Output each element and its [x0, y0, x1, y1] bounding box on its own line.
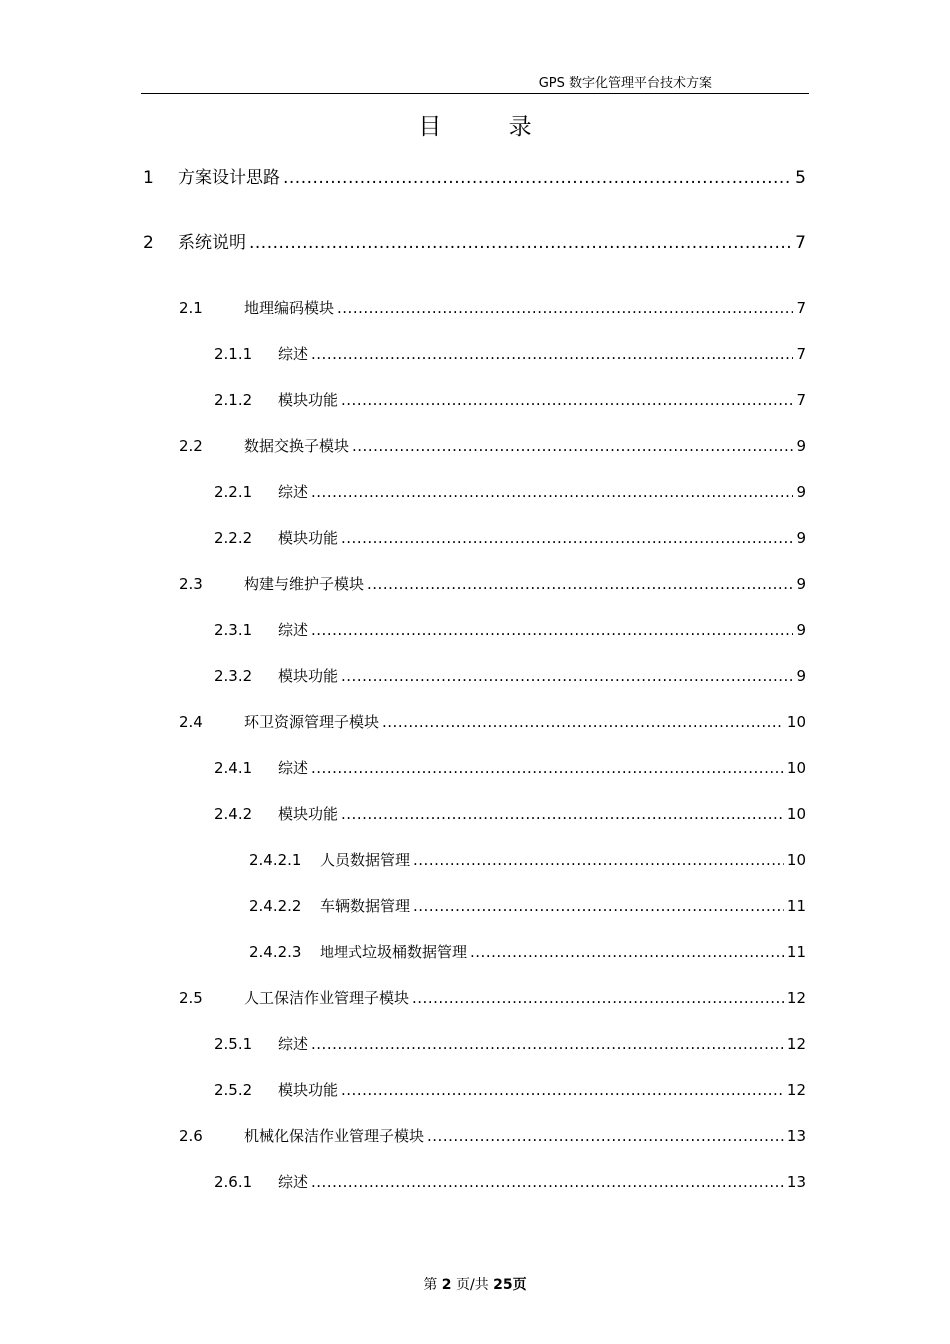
toc-entry[interactable]	[214, 481, 806, 503]
toc-entry-title-text: 综述	[278, 345, 309, 363]
toc-dot-leader	[311, 619, 793, 641]
toc-entry[interactable]	[214, 619, 806, 641]
toc-dot-leader	[470, 941, 784, 963]
toc-entry-page-number: 13	[786, 1173, 806, 1191]
toc-entry[interactable]	[214, 1033, 806, 1055]
toc-dot-leader	[412, 987, 784, 1009]
toc-dot-leader	[341, 803, 784, 825]
toc-entry-title	[178, 232, 246, 254]
toc-entry-title-prefix: 地埋式	[320, 945, 362, 961]
toc-entry-page-number: 13	[786, 1127, 806, 1145]
toc-entry-title-text: 地理编码模块	[244, 299, 335, 317]
toc-entry[interactable]	[143, 167, 806, 189]
toc-dot-leader	[311, 1033, 784, 1055]
toc-entry-number: 2.4.2.2	[249, 897, 302, 915]
toc-entry-page-number: 9	[796, 529, 806, 547]
toc-dot-leader	[341, 1079, 784, 1101]
toc-entry-number: 2.3	[179, 575, 203, 593]
toc-entry-title	[244, 435, 349, 457]
toc-entry-title-text: 人员数据管理	[320, 851, 411, 869]
toc-entry-title	[244, 297, 334, 319]
toc-entry[interactable]	[214, 665, 806, 687]
toc-entry-title	[278, 1079, 338, 1101]
toc-entry[interactable]	[179, 987, 806, 1009]
toc-entry-page-number: 10	[786, 759, 806, 777]
toc-entry[interactable]	[249, 941, 806, 964]
toc-entry-title-text: 模块功能	[278, 529, 339, 547]
toc-entry-page-number: 9	[796, 437, 806, 455]
toc-entry-page-number: 12	[786, 989, 806, 1007]
toc-entry-page-number: 5	[795, 168, 806, 188]
toc-entry-title	[278, 665, 338, 687]
toc-entry-page-number: 9	[796, 667, 806, 685]
toc-entry-title-text: 综述	[278, 483, 309, 501]
toc-entry-number: 2.4	[179, 713, 203, 731]
toc-entry-page-number: 9	[796, 575, 806, 593]
toc-entry-title	[278, 389, 338, 411]
toc-entry-page-number: 11	[786, 897, 806, 915]
toc-entry-title	[278, 1171, 308, 1193]
toc-entry[interactable]	[214, 1171, 806, 1193]
toc-entry[interactable]	[249, 895, 806, 917]
toc-entry-page-number: 9	[796, 621, 806, 639]
toc-entry[interactable]	[143, 232, 806, 254]
toc-entry-title	[320, 895, 410, 917]
toc-dot-leader	[249, 232, 792, 254]
toc-entry-title	[278, 1033, 308, 1055]
toc-entry-title	[244, 1125, 424, 1147]
toc-entry-number: 2.4.2	[214, 805, 253, 823]
toc-dot-leader	[427, 1125, 784, 1147]
toc-entry-page-number: 10	[786, 851, 806, 869]
toc-entry[interactable]	[179, 297, 806, 319]
toc-entry-title-text: 综述	[278, 621, 309, 639]
toc-dot-leader	[382, 711, 784, 733]
toc-entry-number: 2.2	[179, 437, 203, 455]
toc-entry-title	[278, 803, 338, 825]
toc-entry-number: 2.6.1	[214, 1173, 253, 1191]
toc-entry-page-number: 7	[796, 391, 806, 409]
toc-dot-leader	[367, 573, 793, 595]
toc-entry-page-number: 7	[796, 345, 806, 363]
toc-entry-title	[278, 481, 308, 503]
toc-dot-leader	[352, 435, 793, 457]
toc-entry-title-text: 模块功能	[278, 667, 339, 685]
toc-entry-title	[278, 527, 338, 549]
running-header-title: GPS 数字化管理平台技术方案	[538, 76, 712, 91]
toc-dot-leader	[311, 1171, 784, 1193]
toc-entry[interactable]	[214, 1079, 806, 1101]
toc-dot-leader	[337, 297, 793, 319]
toc-entry-title-text: 模块功能	[278, 391, 339, 409]
toc-dot-leader	[311, 757, 784, 779]
toc-entry-number: 1	[143, 168, 154, 188]
footer-suffix: 页	[512, 1277, 527, 1293]
toc-entry-page-number: 10	[786, 713, 806, 731]
toc-entry-title-text: 垃圾桶数据管理	[362, 943, 468, 961]
toc-entry-title-text: 人工保洁作业管理子模块	[244, 989, 410, 1007]
toc-entry-page-number: 7	[795, 233, 806, 253]
toc-entry-title-text: 模块功能	[278, 805, 339, 823]
toc-entry[interactable]	[214, 803, 806, 825]
footer-total-pages: 25	[493, 1277, 513, 1293]
toc-entry[interactable]	[179, 711, 806, 733]
footer-prefix: 第	[423, 1277, 442, 1293]
toc-dot-leader	[341, 527, 793, 549]
toc-entry-title	[244, 711, 379, 733]
toc-dot-leader	[341, 665, 793, 687]
toc-entry[interactable]	[214, 343, 806, 365]
toc-dot-leader	[341, 389, 793, 411]
toc-dot-leader	[311, 481, 793, 503]
toc-entry-number: 2.5.2	[214, 1081, 253, 1099]
toc-entry[interactable]	[214, 389, 806, 411]
toc-entry-title	[278, 619, 308, 641]
toc-dot-leader	[413, 895, 784, 917]
toc-entry-number: 2.2.1	[214, 483, 253, 501]
toc-entry-page-number: 7	[796, 299, 806, 317]
toc-entry[interactable]	[214, 757, 806, 779]
toc-entry-number: 2.5.1	[214, 1035, 253, 1053]
toc-entry[interactable]	[179, 573, 806, 595]
toc-entry-number: 2.3.1	[214, 621, 253, 639]
toc-entry-number: 2.4.2.1	[249, 851, 302, 869]
footer-middle: 页/共	[451, 1277, 494, 1293]
toc-heading: 目 录	[418, 114, 562, 140]
toc-entry-title-text: 综述	[278, 759, 309, 777]
toc-entry-title	[244, 987, 409, 1009]
toc-entry-title	[278, 757, 308, 779]
toc-entry-title-text: 系统说明	[178, 233, 246, 253]
footer-current-page: 2	[441, 1277, 452, 1293]
toc-dot-leader	[413, 849, 784, 871]
toc-entry-number: 2.1.2	[214, 391, 253, 409]
toc-entry-title	[320, 941, 467, 964]
toc-entry-title-text: 机械化保洁作业管理子模块	[244, 1127, 425, 1145]
toc-entry-number: 2.1	[179, 299, 203, 317]
toc-entry-title-text: 环卫资源管理子模块	[244, 713, 380, 731]
toc-entry-page-number: 12	[786, 1081, 806, 1099]
toc-entry[interactable]	[179, 1125, 806, 1147]
toc-entry-number: 2.4.1	[214, 759, 253, 777]
toc-entry-number: 2.6	[179, 1127, 203, 1145]
toc-entry-title	[320, 849, 410, 871]
toc-entry-title-text: 车辆数据管理	[320, 897, 411, 915]
toc-entry[interactable]	[179, 435, 806, 457]
toc-entry-title-text: 模块功能	[278, 1081, 339, 1099]
toc-entry-number: 2.4.2.3	[249, 943, 302, 961]
toc-dot-leader	[283, 167, 792, 189]
page-footer	[0, 1274, 950, 1294]
toc-entry-title	[244, 573, 364, 595]
toc-entry-title-text: 方案设计思路	[178, 168, 280, 188]
toc-entry-page-number: 12	[786, 1035, 806, 1053]
toc-entry[interactable]	[214, 527, 806, 549]
toc-entry-number: 2.5	[179, 989, 203, 1007]
toc-entry-number: 2	[143, 233, 154, 253]
toc-entry-title-text: 综述	[278, 1035, 309, 1053]
toc-entry-title-text: 数据交换子模块	[244, 437, 350, 455]
toc-entry-title-text: 构建与维护子模块	[244, 575, 365, 593]
toc-entry-page-number: 9	[796, 483, 806, 501]
toc-entry-number: 2.2.2	[214, 529, 253, 547]
toc-entry-number: 2.3.2	[214, 667, 253, 685]
toc-entry-page-number: 10	[786, 805, 806, 823]
toc-entry-title	[278, 343, 308, 365]
toc-entry-page-number: 11	[786, 943, 806, 961]
toc-entry[interactable]	[249, 849, 806, 871]
toc-dot-leader	[311, 343, 793, 365]
toc-entry-number: 2.1.1	[214, 345, 253, 363]
toc-entry-title	[178, 167, 280, 189]
toc-entry-title-text: 综述	[278, 1173, 309, 1191]
